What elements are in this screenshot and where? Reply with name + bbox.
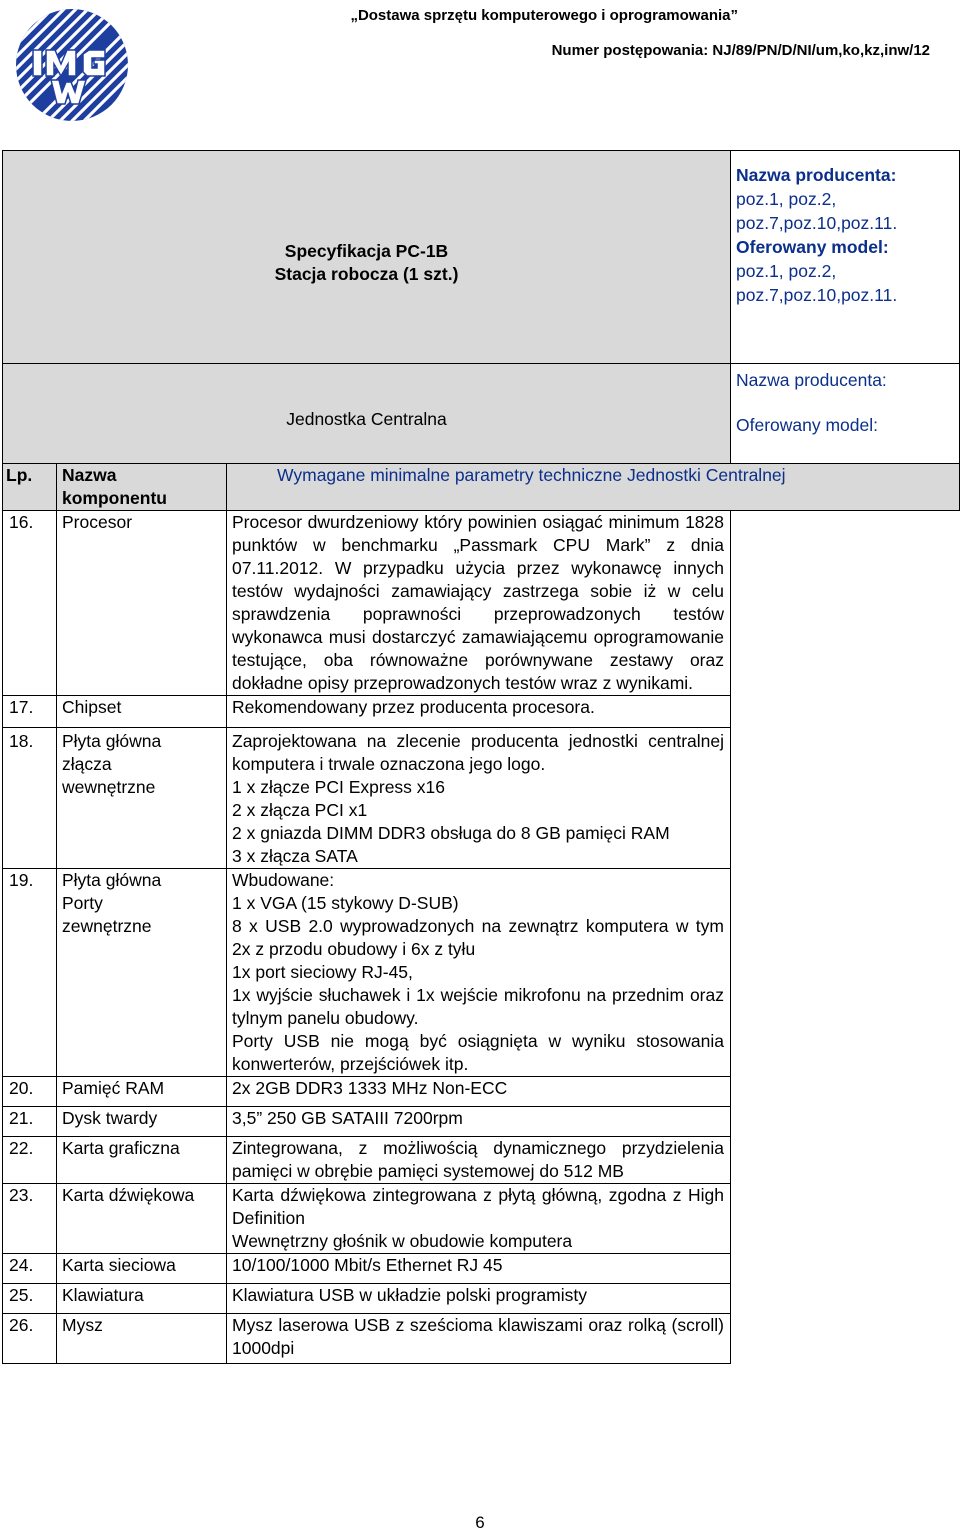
- component-requirements: Mysz laserowa USB z sześcioma klawiszami oraz rolką (scroll) 1000dpi: [227, 1314, 731, 1364]
- component-requirements: [227, 728, 731, 869]
- header-component: Nazwa komponentu: [57, 464, 227, 511]
- requirement-line: 1 x złącze PCI Express x16: [232, 777, 445, 797]
- table-row: [3, 696, 960, 728]
- component-name: Karta sieciowa: [57, 1254, 227, 1284]
- component-name: Pamięć RAM: [57, 1077, 227, 1107]
- requirement-line: Zaprojektowana na zlecenie producenta jednostki centralnej komputera i trwale oznaczona jego logo.: [232, 731, 724, 774]
- offer-blank: [731, 869, 960, 1077]
- spec-title-cell: [3, 151, 731, 364]
- component-name-line: wewnętrzne: [62, 777, 156, 797]
- component-name: Klawiatura: [57, 1284, 227, 1314]
- offer-blank: [731, 1284, 960, 1314]
- component-requirements: Procesor dwurdzeniowy który powinien osiągać minimum 1828 punktów w benchmarku „Passmark CPU Mark” z dnia 07.11.2012. W przypadku użycia przez wykonawcę innych testów wydajności zamawiający zastrzega sobie iż w celu sprawdzenia poprawności przeprowadzonych testów wykonawca musi dostarczyć zamawiającemu oprogramowanie testujące, oba równoważne porównywane zestawy oraz dokładne opisy przeprowadzonych testów wraz z wynikami.: [227, 511, 731, 696]
- offer-blank: [731, 1137, 960, 1184]
- offer-blank: [731, 1314, 960, 1364]
- row-number: 16.: [3, 511, 57, 696]
- row-number: 22.: [3, 1137, 57, 1184]
- component-name: Procesor: [57, 511, 227, 696]
- model-positions-cont: poz.7,poz.10,poz.11.: [736, 285, 898, 305]
- spec-subtitle: Stacja robocza (1 szt.): [274, 264, 459, 284]
- row-number: 24.: [3, 1254, 57, 1284]
- producer-label: Nazwa producenta:: [736, 165, 897, 185]
- requirement-line: Wbudowane:: [232, 870, 335, 890]
- requirement-line: 1x port sieciowy RJ-45,: [232, 962, 413, 982]
- imgw-logo: [11, 6, 133, 124]
- table-row: [3, 869, 960, 1077]
- component-requirements: [227, 869, 731, 1077]
- unit-offer-cell: [731, 364, 960, 464]
- offer-blank: [731, 511, 960, 696]
- component-requirements: 10/100/1000 Mbit/s Ethernet RJ 45: [227, 1254, 731, 1284]
- component-requirements: 2x 2GB DDR3 1333 MHz Non-ECC: [227, 1077, 731, 1107]
- component-requirements: 3,5” 250 GB SATAIII 7200rpm: [227, 1107, 731, 1137]
- table-row: [3, 1184, 960, 1254]
- component-requirements: Klawiatura USB w układzie polski programisty: [227, 1284, 731, 1314]
- component-name: Mysz: [57, 1314, 227, 1364]
- spec-title: Specyfikacja PC-1B: [284, 241, 449, 261]
- component-requirements: Rekomendowany przez producenta procesora.: [227, 696, 731, 728]
- component-name-line: zewnętrzne: [62, 916, 152, 936]
- row-number: 25.: [3, 1284, 57, 1314]
- row-number: 17.: [3, 696, 57, 728]
- component-requirements: Zintegrowana, z możliwością dynamicznego przydzielenia pamięci w obrębie pamięci systemowej do 512 MB: [227, 1137, 731, 1184]
- requirement-line: 1 x VGA (15 stykowy D-SUB): [232, 893, 459, 913]
- requirement-line: Wewnętrzny głośnik w obudowie komputera: [232, 1231, 573, 1251]
- requirement-line: 2 x złącza PCI x1: [232, 800, 368, 820]
- component-name: Dysk twardy: [57, 1107, 227, 1137]
- row-number: 21.: [3, 1107, 57, 1137]
- row-number: 20.: [3, 1077, 57, 1107]
- component-name: Chipset: [57, 696, 227, 728]
- offer-blank: [731, 728, 960, 869]
- component-name: Karta dźwiękowa: [57, 1184, 227, 1254]
- requirement-line: 2 x gniazda DIMM DDR3 obsługa do 8 GB pamięci RAM: [232, 823, 670, 843]
- offer-blank: [731, 1107, 960, 1137]
- table-row: [3, 1314, 960, 1364]
- document-title: „Dostawa sprzętu komputerowego i oprogramowania”: [350, 7, 738, 24]
- component-name: Karta graficzna: [57, 1137, 227, 1184]
- component-name: [57, 728, 227, 869]
- component-name: [57, 869, 227, 1077]
- component-name-line: złącza: [62, 754, 112, 774]
- spec-table: [2, 150, 960, 1364]
- requirement-line: Karta dźwiękowa zintegrowana z płytą główną, zgodna z High Definition: [232, 1185, 724, 1228]
- table-row: [3, 728, 960, 869]
- component-name-line: Płyta główna: [62, 870, 162, 890]
- requirement-line: 1x wyjście słuchawek i 1x wejście mikrofonu na przednim oraz tylnym panelu obudowy.: [232, 985, 724, 1028]
- table-header-row: [3, 464, 960, 511]
- unit-row: [3, 364, 960, 464]
- unit-model-label: Oferowany model:: [736, 415, 879, 435]
- offer-top-cell: [731, 151, 960, 364]
- table-row: [3, 511, 960, 696]
- producer-positions: poz.1, poz.2,: [736, 189, 837, 209]
- table-row: [3, 1284, 960, 1314]
- component-name-line: Porty: [62, 893, 103, 913]
- requirement-line: Porty USB nie mogą być osiągnięta w wyniku stosowania konwerterów, przejściówek itp.: [232, 1031, 724, 1074]
- unit-label-cell: [3, 364, 731, 464]
- requirement-line: 8 x USB 2.0 wyprowadzonych na zewnątrz komputera w tym 2x z przodu obudowy i 6x z tyłu: [232, 916, 724, 959]
- table-row: [3, 1137, 960, 1184]
- model-positions: poz.1, poz.2,: [736, 261, 837, 281]
- component-requirements: [227, 1184, 731, 1254]
- procurement-number: Numer postępowania: NJ/89/PN/D/NI/um,ko,kz,inw/12: [551, 42, 930, 59]
- requirement-line: 3 x złącza SATA: [232, 846, 358, 866]
- offer-blank: [731, 1077, 960, 1107]
- row-number: 18.: [3, 728, 57, 869]
- offer-blank: [731, 1184, 960, 1254]
- offer-blank: [731, 696, 960, 728]
- unit-label: Jednostka Centralna: [286, 409, 447, 429]
- unit-producer-label: Nazwa producenta:: [736, 370, 887, 390]
- producer-positions-cont: poz.7,poz.10,poz.11.: [736, 213, 898, 233]
- table-row: [3, 1254, 960, 1284]
- header-lp: Lp.: [3, 464, 57, 511]
- component-name-line: Płyta główna: [62, 731, 162, 751]
- row-number: 23.: [3, 1184, 57, 1254]
- page-number: 6: [475, 1513, 485, 1530]
- offer-blank: [731, 1254, 960, 1284]
- header-params: Wymagane minimalne parametry techniczne Jednostki Centralnej: [227, 464, 960, 511]
- spec-title-row: [3, 151, 960, 364]
- table-row: [3, 1077, 960, 1107]
- table-row: [3, 1107, 960, 1137]
- model-label: Oferowany model:: [736, 237, 889, 257]
- row-number: 19.: [3, 869, 57, 1077]
- row-number: 26.: [3, 1314, 57, 1364]
